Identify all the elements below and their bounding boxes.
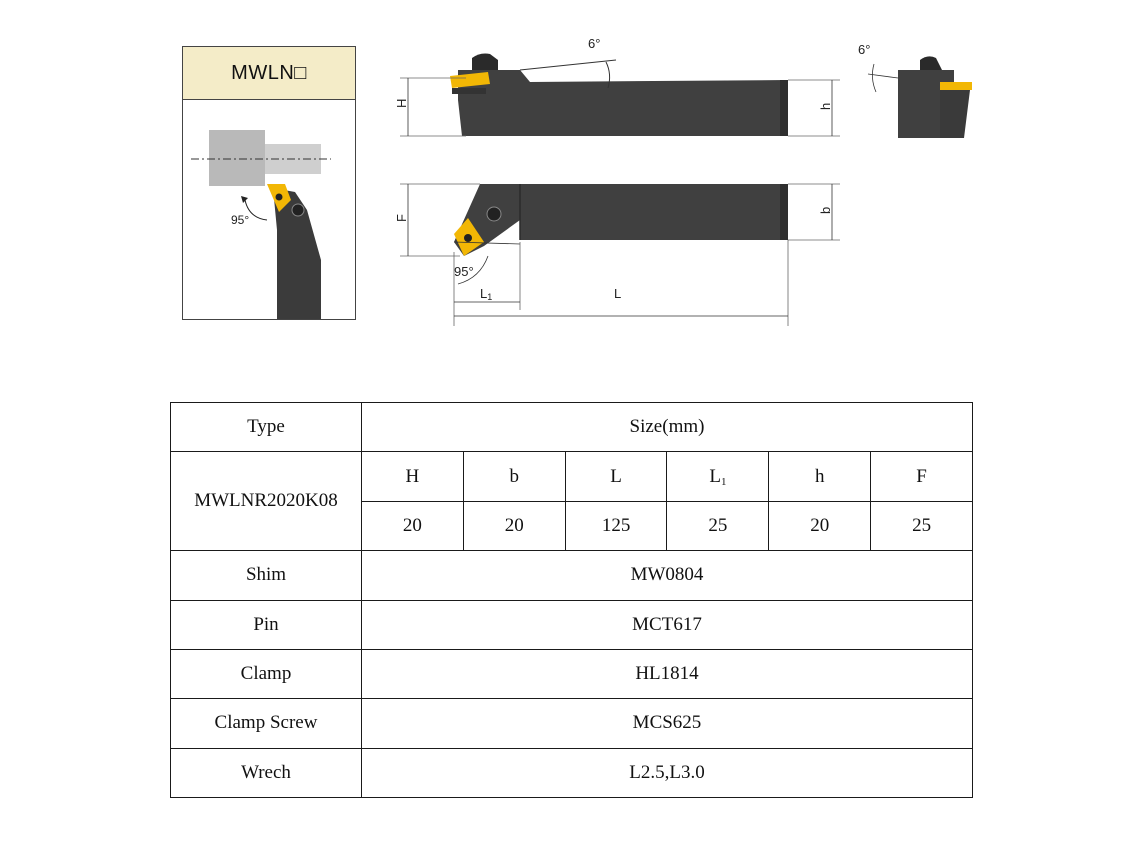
dim-L1-sub: 1 [487,292,493,302]
table-header-row [171,403,973,452]
insert-pin [276,194,283,201]
col-name-L1 [667,452,769,501]
part-value-clamp-screw: MCS625 [362,699,973,748]
side-angle-arc [872,64,876,92]
dim-L1-label [480,286,492,302]
plan-view-shank [454,184,788,256]
plan-view-pin [464,234,472,242]
part-label-shim: Shim [171,551,362,600]
col-value-L: 125 [565,501,667,550]
series-label-box [183,47,355,100]
side-angle-label: 6° [858,42,871,57]
type-header: Type [171,403,362,452]
part-value-pin: MCT617 [362,600,973,649]
dimension-name-row [171,452,973,501]
dim-b-label: b [818,206,833,214]
part-label-clamp-screw: Clamp Screw [171,699,362,748]
plan-view-clamp [487,207,501,221]
dim-F-label: F [394,214,409,222]
col-value-h: 20 [769,501,871,550]
col-name-F: F [871,452,973,501]
col-value-L1: 25 [667,501,769,550]
part-label-clamp: Clamp [171,649,362,698]
dim-L-label: L [614,286,622,301]
tool-holder-drawing [380,30,1000,340]
col-name-b: b [463,452,565,501]
part-value-shim: MW0804 [362,551,973,600]
part-value-wrench: L2.5,L3.0 [362,748,973,797]
top-angle-line [520,60,616,70]
insert-angle-label: 95° [231,213,250,227]
part-value-clamp: HL1814 [362,649,973,698]
col-value-H: 20 [362,501,464,550]
part-row-pin [171,600,973,649]
end-view-clamp [920,56,942,70]
series-icon-box [182,46,356,320]
dim-h-label: h [818,102,833,110]
part-row-clamp [171,649,973,698]
side-view-shank-end [780,80,788,136]
dim-H-label: H [394,98,409,108]
spec-table [170,402,973,798]
part-row-clamp-screw [171,699,973,748]
dim-L1-main: L [480,286,488,301]
col-name-h: h [769,452,871,501]
workpiece-body [209,130,265,186]
series-label: MWLN□ [231,61,307,84]
part-label-wrench: Wrech [171,748,362,797]
angle-arrow [241,196,248,203]
side-view-shank [458,70,788,136]
top-angle-label: 6° [588,36,601,51]
end-view-shim [940,90,970,138]
size-header: Size(mm) [362,403,973,452]
col-name-L: L [565,452,667,501]
part-row-shim [171,551,973,600]
side-view-clamp [472,54,498,71]
col-name-L1-sub: 1 [720,475,727,488]
part-label-pin: Pin [171,600,362,649]
col-name-H: H [362,452,464,501]
col-value-b: 20 [463,501,565,550]
clamp [292,204,304,216]
plan-angle-label: 95° [454,264,474,279]
model-code: MWLNR2020K08 [171,452,362,551]
part-row-wrench [171,748,973,797]
side-view-shim [452,88,486,94]
col-value-F: 25 [871,501,973,550]
plan-view-shank-end [780,184,788,240]
turning-setup-illustration [183,100,354,319]
col-name-L1-main: L [709,465,721,487]
end-view-insert [940,82,972,90]
